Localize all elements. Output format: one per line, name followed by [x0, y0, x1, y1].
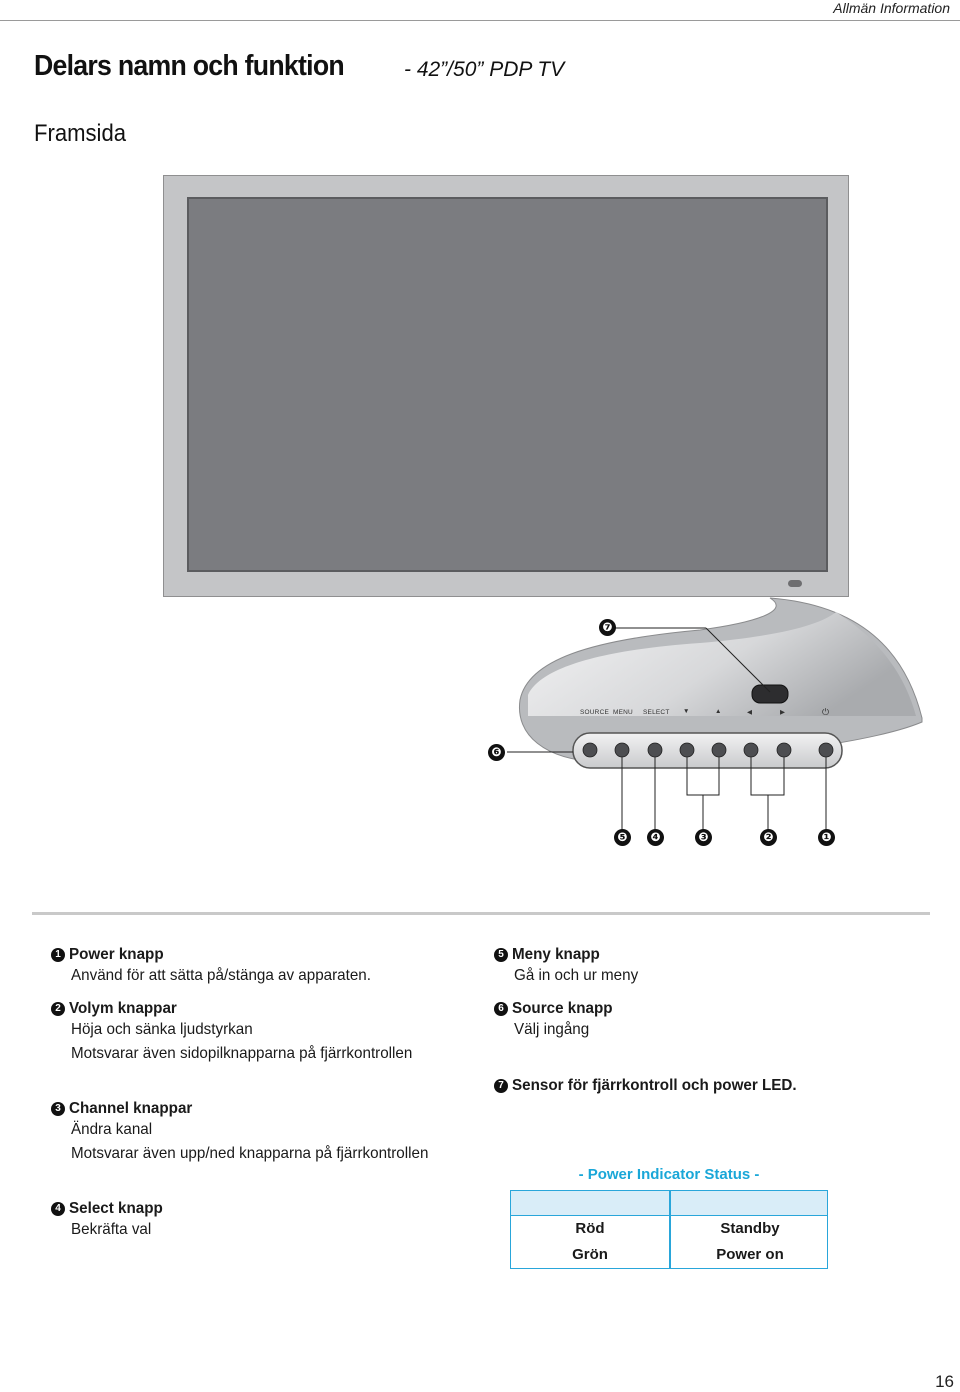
item-line: Ändra kanal [71, 1121, 153, 1138]
zoom-sensor-window [752, 685, 788, 703]
panel-label-menu: MENU [613, 709, 633, 716]
page-number: 16 [935, 1372, 954, 1391]
strip-button-source [583, 743, 597, 757]
strip-button-power [819, 743, 833, 757]
item-heading: Power knapp [69, 946, 164, 963]
item-heading: Select knapp [69, 1200, 163, 1217]
page-subtitle: - 42”/50” PDP TV [404, 58, 565, 81]
panel-label-up: ▲ [715, 708, 722, 715]
callout-number-2: ❷ [760, 829, 777, 846]
callout-number-5: ❺ [614, 829, 631, 846]
item-line: Höja och sänka ljudstyrkan [71, 1021, 253, 1038]
header-section-label: Allmän Information [833, 0, 950, 16]
panel-label-right: ▶ [780, 709, 786, 716]
callout-number-6: ❻ [488, 744, 505, 761]
item-line: Bekräfta val [71, 1221, 152, 1238]
section-title: Framsida [34, 120, 127, 147]
power-status-caption: - Power Indicator Status - [578, 1166, 760, 1183]
item-line: Motsvarar även sidopilknapparna på fjärrkontrollen [71, 1045, 413, 1062]
item-number: 6 [494, 1002, 508, 1016]
callout-number-4: ❹ [647, 829, 664, 846]
item-number: 4 [51, 1202, 65, 1216]
item-heading: Channel knappar [69, 1100, 193, 1117]
item-heading: Meny knapp [512, 946, 600, 963]
item-number: 2 [51, 1002, 65, 1016]
strip-button-select [648, 743, 662, 757]
button-strip [573, 733, 842, 768]
strip-button-up [712, 743, 726, 757]
callout-number-1: ❶ [818, 829, 835, 846]
power-status-state: Standby [720, 1220, 780, 1237]
item-number: 5 [494, 948, 508, 962]
panel-label-left: ◀ [747, 709, 753, 716]
panel-label-power: ⏻ [822, 707, 830, 717]
section-divider [32, 912, 930, 915]
strip-button-down [680, 743, 694, 757]
item-number: 7 [494, 1079, 508, 1093]
item-number: 1 [51, 948, 65, 962]
item-heading: Volym knappar [69, 1000, 177, 1017]
item-line: Välj ingång [514, 1021, 590, 1038]
power-status-color: Röd [575, 1220, 605, 1237]
item-number: 3 [51, 1102, 65, 1116]
item-line: Gå in och ur meny [514, 967, 639, 984]
strip-button-left [744, 743, 758, 757]
item-line: Motsvarar även upp/ned knapparna på fjärrkontrollen [71, 1145, 429, 1162]
callout-number-3: ❸ [695, 829, 712, 846]
panel-label-down: ▼ [683, 708, 690, 715]
panel-label-source: SOURCE [580, 709, 610, 716]
item-heading: Source knapp [512, 1000, 613, 1017]
strip-button-right [777, 743, 791, 757]
callout-number-7: ❼ [599, 619, 616, 636]
item-line: Använd för att sätta på/stänga av apparaten. [71, 967, 371, 984]
panel-label-select: SELECT [643, 709, 670, 716]
item-heading: Sensor för fjärrkontroll och power LED. [512, 1077, 797, 1094]
power-status-table [510, 1190, 828, 1269]
power-status-color: Grön [572, 1246, 608, 1263]
power-status-state: Power on [716, 1246, 784, 1263]
page-title: Delars namn och funktion [34, 50, 344, 82]
strip-button-menu [615, 743, 629, 757]
